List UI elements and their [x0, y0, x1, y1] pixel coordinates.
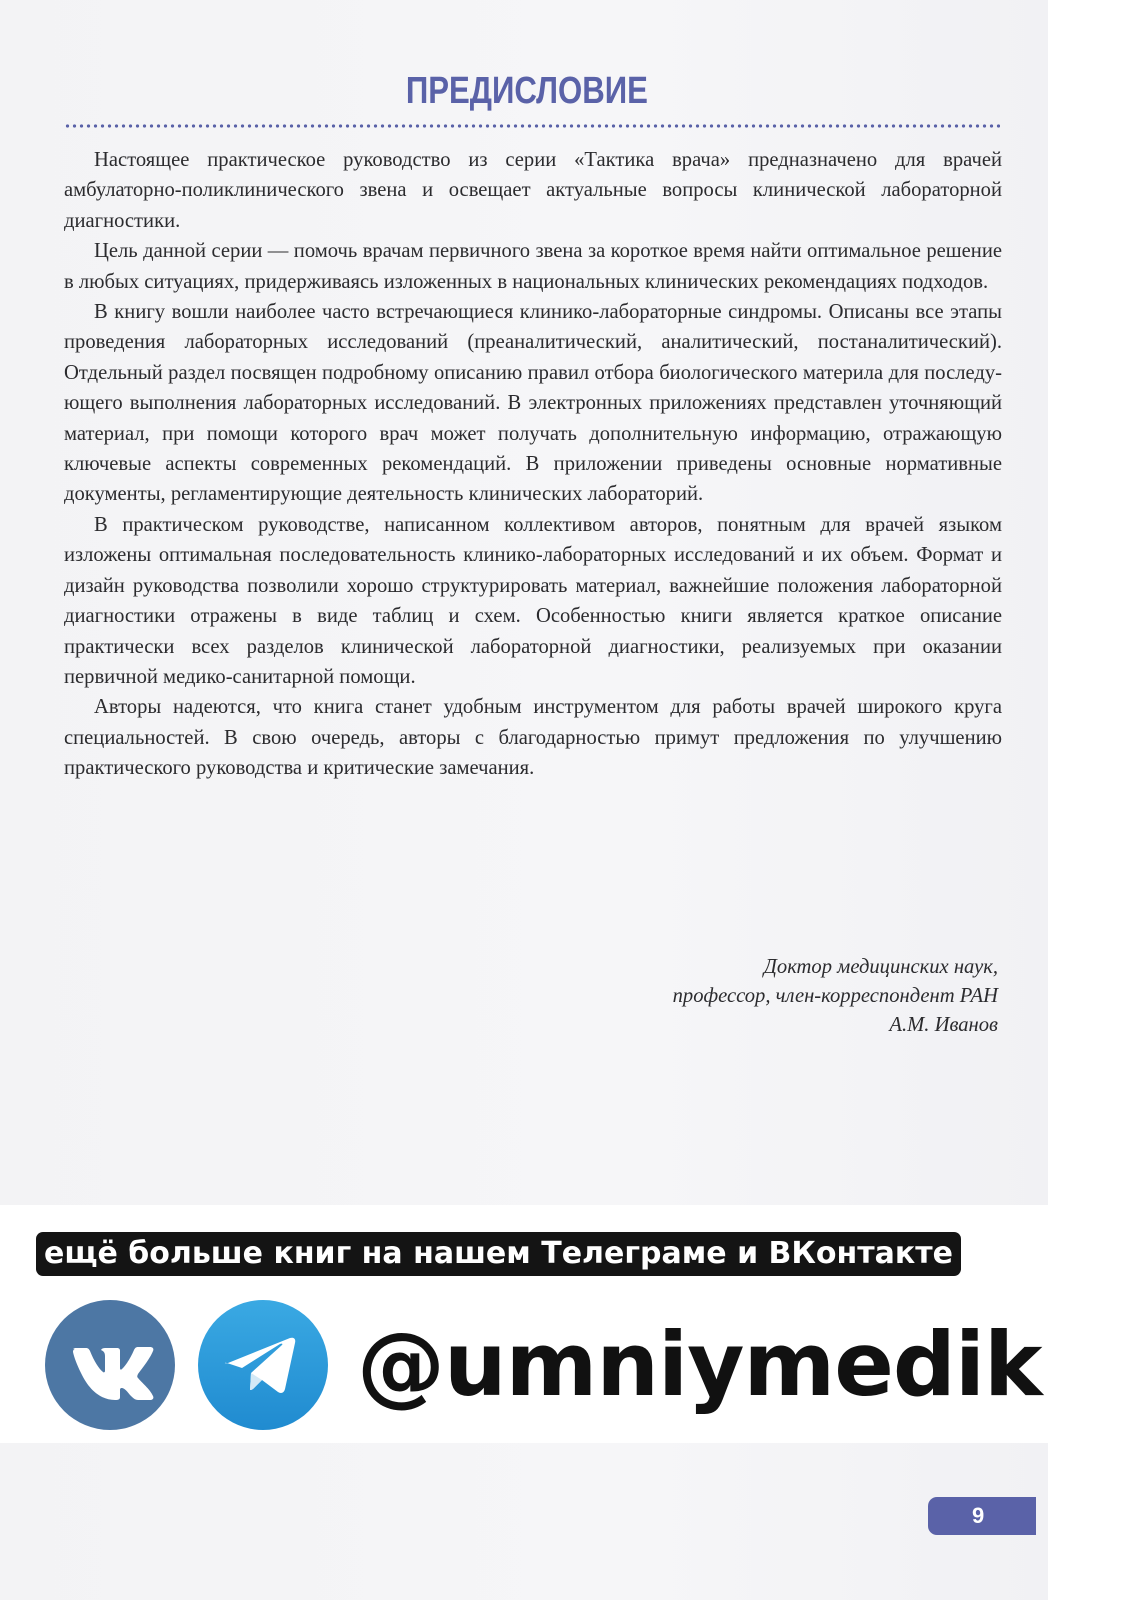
- paragraph: В практическом руководстве, написанном коллективом авторов, понятным для врачей языком изложены оптимальная последовательность клинико-лабораторных исследований и их объем. Формат и дизайн руководства позволили хорошо структурировать материал, важнейшие положения лабораторной диагностики отражены в виде таблиц и схем. Особенностью книги является краткое описание практически всех разделов клинической лабораторной диагностики, реализуемых при оказании первичной медико-санитарной помощи.: [64, 513, 1002, 688]
- paragraph: Настоящее практическое руководство из серии «Тактика врача» предназначено для врачей амбулаторно-поликлинического звена и освещает актуальные вопросы клинической лабораторной диагностики.: [64, 149, 1002, 232]
- author-signature: [520, 953, 998, 1040]
- paragraph: В книгу вошли наиболее часто встречающиеся клинико-лабораторные синдромы. Описаны все этапы проведения лабораторных исследований (преаналитический, аналитический, постаналитический). Отдельный раздел посвящен подробному описанию правил отбора биологического материла для последующего выполнения лабораторных исследований. В электронных приложениях представлен уточняющий материал, при помощи которого врач может получать дополнительную информацию, отражающую ключевые аспекты современных рекомендаций. В приложении приведены основные нормативные документы, регламентирующие деятельность клинических лабораторий.: [64, 301, 1002, 506]
- signature-title: профессор, член-корреспондент РАН: [672, 985, 998, 1007]
- vk-icon[interactable]: [45, 1300, 175, 1430]
- preface-text: [64, 145, 1002, 784]
- page-title: ПРЕДИСЛОВИЕ: [405, 70, 648, 112]
- paragraph: Цель данной серии — помочь врачам первичного звена за короткое время найти оптимальное решение в любых ситуациях, придерживаясь изложенных в национальных клинических рекомендациях подходов.: [64, 240, 1002, 293]
- channel-handle[interactable]: @umniymedik: [357, 1313, 1042, 1416]
- paragraph: Авторы надеются, что книга станет удобным инструментом для работы врачей широкого круга специальностей. В свою очередь, авторы с благодарностью примут предложения по улучшению практического руководства и критические замечания.: [64, 696, 1002, 780]
- dotted-divider: [64, 124, 1000, 128]
- promo-caption: ещё больше книг на нашем Телеграме и ВКонтакте: [36, 1232, 961, 1276]
- telegram-icon[interactable]: [198, 1300, 328, 1430]
- page-number: 9: [928, 1497, 1036, 1535]
- signature-degree: Доктор медицинских наук,: [763, 956, 998, 978]
- signature-name: А.М. Иванов: [889, 1014, 998, 1036]
